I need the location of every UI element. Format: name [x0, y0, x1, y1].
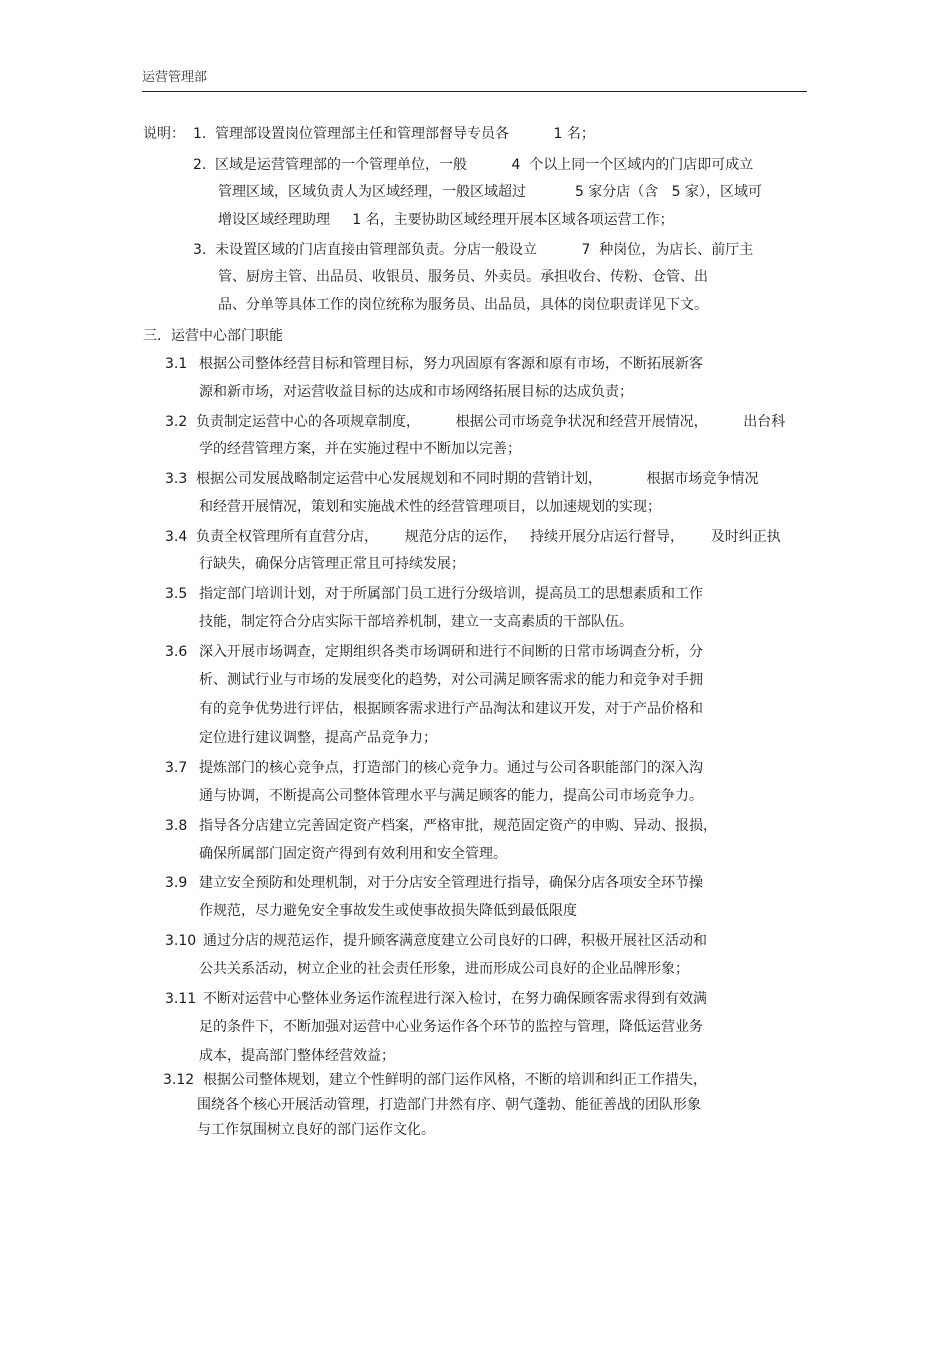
- item-number: 3.11: [165, 991, 197, 1007]
- item-line: 围绕各个核心开展活动管理，打造部门井然有序、朝气蓬勃、能征善战的团队形象: [197, 1097, 701, 1113]
- item-line: 定位进行建议调整，提高产品竞争力；: [199, 730, 437, 746]
- item-number: 3.2: [165, 414, 188, 430]
- item-line: 建立安全预防和处理机制，对于分店安全管理进行指导，确保分店各项安全环节操: [199, 875, 703, 891]
- note-number: 2.: [193, 157, 207, 173]
- item-number: 3.7: [165, 760, 188, 776]
- item-line: 有的竞争优势进行评估，根据顾客需求进行产品淘汰和建议开发，对于产品价格和: [199, 701, 703, 717]
- header-title: 运营管理部: [142, 70, 208, 85]
- item-number: 3.9: [165, 875, 188, 891]
- item-line: 行缺失，确保分店管理正常且可持续发展；: [199, 556, 465, 572]
- note-number: 3.: [193, 242, 207, 258]
- item-line: 深入开展市场调查，定期组织各类市场调研和进行不间断的日常市场调查分析，分: [199, 644, 703, 660]
- item-line: 通过分店的规范运作，提升顾客满意度建立公司良好的口碑，积极开展社区活动和: [203, 933, 707, 949]
- item-line: 提炼部门的核心竞争点，打造部门的核心竞争力。通过与公司各职能部门的深入沟: [199, 760, 703, 776]
- note-line: 品、分单等具体工作的岗位统称为服务员、出品员，具体的岗位职责详见下文。: [218, 297, 708, 313]
- item-line: 与工作氛围树立良好的部门运作文化。: [197, 1122, 435, 1138]
- item-number: 3.6: [165, 644, 188, 660]
- note-line: 增设区域经理助理 1 名，主要协助区域经理开展本区域各项运营工作；: [218, 212, 674, 228]
- note-line: 管理区域，区域负责人为区域经理，一般区域超过 5 家分店（含 5 家），区域可: [218, 184, 763, 200]
- note-line: 未设置区域的门店直接由管理部负责。分店一般设立 7 种岗位，为店长、前厅主: [215, 242, 754, 258]
- section-title: 三．运营中心部门职能: [143, 328, 283, 344]
- item-line: 负责制定运营中心的各项规章制度， 根据公司市场竞争状况和经营开展情况， 出台科: [196, 414, 786, 430]
- item-number: 3.3: [165, 471, 188, 487]
- item-number: 3.12: [163, 1072, 195, 1088]
- item-line: 技能，制定符合分店实际干部培养机制，建立一支高素质的干部队伍。: [199, 614, 633, 630]
- item-line: 和经营开展情况，策划和实施战术性的经营管理项目，以加速规划的实现；: [199, 499, 661, 515]
- item-line: 指导各分店建立完善固定资产档案，严格审批，规范固定资产的申购、异动、报损，: [199, 818, 717, 834]
- item-number: 3.4: [165, 529, 188, 545]
- item-line: 指定部门培训计划，对于所属部门员工进行分级培训，提高员工的思想素质和工作: [199, 586, 703, 602]
- item-line: 通与协调，不断提高公司整体管理水平与满足顾客的能力，提高公司市场竞争力。: [199, 788, 703, 804]
- item-line: 根据公司整体规划，建立个性鲜明的部门运作风格，不断的培训和纠正工作措失，: [203, 1072, 707, 1088]
- item-number: 3.5: [165, 586, 188, 602]
- note-line: 区域是运营管理部的一个管理单位，一般 4 个以上同一个区域内的门店即可成立: [215, 157, 754, 173]
- notes-label: 说明：: [143, 126, 185, 142]
- note-number: 1.: [193, 126, 207, 142]
- item-line: 源和新市场，对运营收益目标的达成和市场网络拓展目标的达成负责；: [199, 384, 633, 400]
- item-number: 3.10: [165, 933, 197, 949]
- item-number: 3.1: [165, 356, 188, 372]
- note-line: 管理部设置岗位管理部主任和管理部督导专员各 1 名；: [215, 126, 595, 142]
- item-line: 足的条件下，不断加强对运营中心业务运作各个环节的监控与管理，降低运营业务: [199, 1019, 703, 1035]
- item-line: 学的经营管理方案，并在实施过程中不断加以完善；: [199, 441, 521, 457]
- item-line: 根据公司整体经营目标和管理目标，努力巩固原有客源和原有市场，不断拓展新客: [199, 356, 703, 372]
- item-line: 成本，提高部门整体经营效益；: [199, 1048, 395, 1064]
- item-line: 析、测试行业与市场的发展变化的趋势，对公司满足顾客需求的能力和竞争对手拥: [199, 672, 703, 688]
- item-line: 作规范，尽力避免安全事故发生或使事故损失降低到最低限度: [199, 903, 577, 919]
- item-line: 不断对运营中心整体业务运作流程进行深入检讨，在努力确保顾客需求得到有效满: [203, 991, 707, 1007]
- item-line: 公共关系活动，树立企业的社会责任形象，进而形成公司良好的企业品牌形象；: [199, 961, 689, 977]
- item-line: 负责全权管理所有直营分店， 规范分店的运作， 持续开展分店运行督导， 及时纠正执: [196, 529, 781, 545]
- item-number: 3.8: [165, 818, 188, 834]
- header-rule: [142, 91, 807, 92]
- item-line: 确保所属部门固定资产得到有效利用和安全管理。: [199, 846, 507, 862]
- item-line: 根据公司发展战略制定运营中心发展规划和不同时期的营销计划， 根据市场竞争情况: [196, 471, 759, 487]
- note-line: 管、厨房主管、出品员、收银员、服务员、外卖员。承担收台、传粉、仓管、出: [218, 269, 708, 285]
